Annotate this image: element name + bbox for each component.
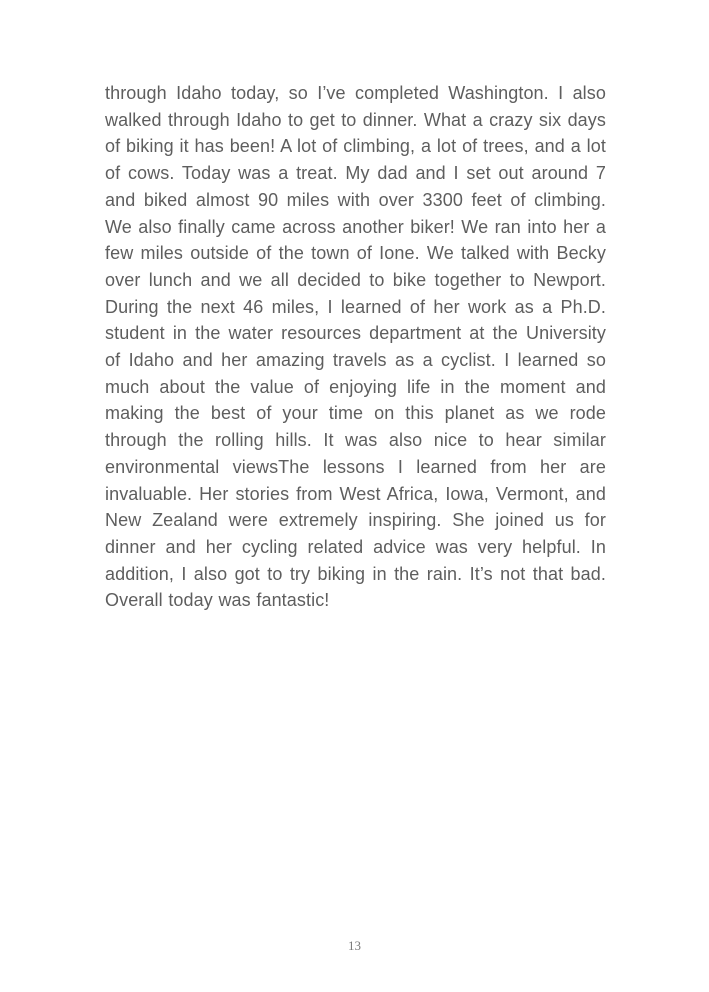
body-paragraph: through Idaho today, so I’ve completed Washington. I also walked through Idaho to get to dinner. What a crazy six days of biking it has been! A lot of climbing, a lot of trees, and a lot of cows. Today was a treat. My dad and I set out around 7 and biked almost 90 miles with over 3300 feet of climbing. We also finally came across another biker! We ran into her a few miles outside of the town of Ione. We talked with Becky over lunch and we all decided to bike together to Newport. During the next 46 miles, I learned of her work as a Ph.D. student in the water resources department at the University of Idaho and her amazing travels as a cyclist. I learned so much about the value of enjoying life in the moment and making the best of your time on this planet as we rode through the rolling hills. It was also nice to hear similar environmental viewsThe lessons I learned from her are invaluable. Her stories from West Africa, Iowa, Vermont, and New Zealand were extremely inspiring. She joined us for dinner and her cycling related advice was very helpful. In addition, I also got to try biking in the rain. It’s not that bad. Overall today was fantastic! [105, 83, 606, 611]
text-block [105, 80, 606, 614]
page-number: 13 [348, 938, 361, 953]
